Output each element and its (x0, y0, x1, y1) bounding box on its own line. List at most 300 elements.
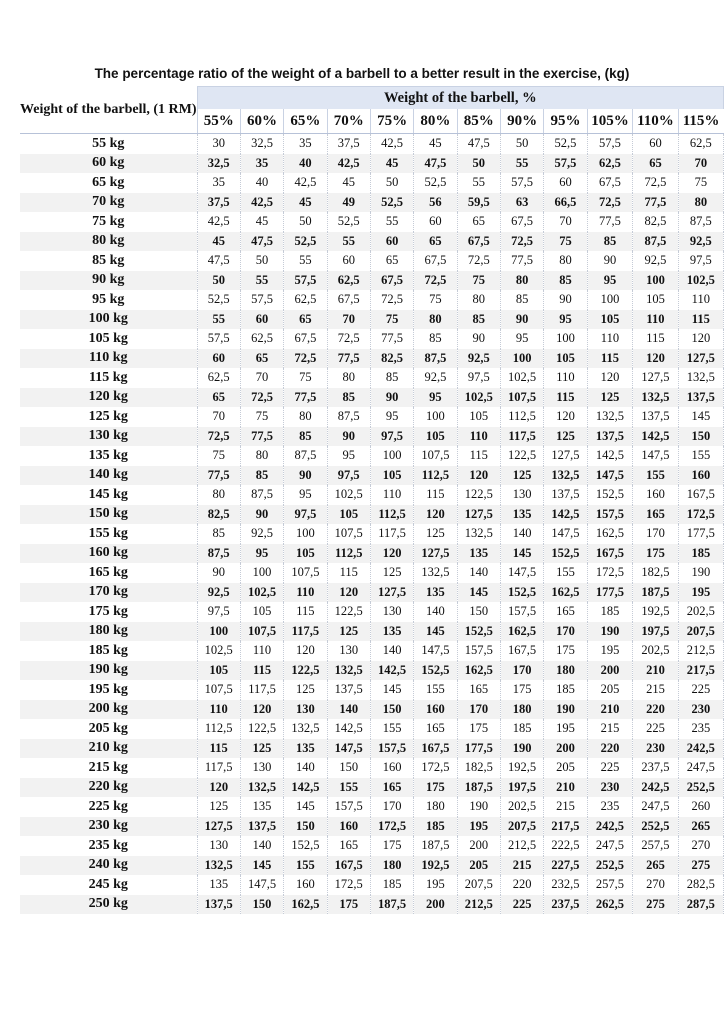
first-column-header (20, 87, 197, 134)
table-cell: 152,5 (284, 836, 327, 856)
table-cell: 137,5 (197, 895, 240, 915)
table-cell: 132,5 (284, 719, 327, 739)
table-row (20, 251, 724, 271)
table-cell: 157,5 (457, 641, 500, 661)
table-cell: 187,5 (457, 778, 500, 798)
table-cell: 57,5 (197, 329, 240, 349)
table-row (20, 427, 724, 447)
table-cell: 62,5 (327, 271, 370, 291)
table-row (20, 232, 724, 252)
table-cell: 162,5 (284, 895, 327, 915)
table-cell: 127,5 (197, 817, 240, 837)
table-cell: 115 (678, 310, 723, 330)
table-cell: 80 (414, 310, 457, 330)
table-cell: 75 (457, 271, 500, 291)
table-cell: 57,5 (544, 154, 587, 174)
table-row (20, 544, 724, 564)
table-cell: 132,5 (587, 407, 633, 427)
table-cell: 75 (284, 368, 327, 388)
table-cell: 42,5 (327, 154, 370, 174)
table-cell: 127,5 (414, 544, 457, 564)
table-cell: 32,5 (240, 134, 283, 154)
percent-header-cell: 55% (197, 109, 240, 134)
table-cell: 215 (544, 797, 587, 817)
row-weight-label: 165 kg (20, 563, 197, 583)
table-row (20, 817, 724, 837)
table-cell: 110 (197, 700, 240, 720)
table-cell: 110 (544, 368, 587, 388)
table-cell: 152,5 (587, 485, 633, 505)
table-cell: 190 (678, 563, 723, 583)
table-cell: 202,5 (633, 641, 678, 661)
table-cell: 97,5 (284, 505, 327, 525)
table-cell: 47,5 (457, 134, 500, 154)
table-cell: 60 (327, 251, 370, 271)
table-cell: 82,5 (370, 349, 413, 369)
table-cell: 227,5 (544, 856, 587, 876)
table-cell: 140 (370, 641, 413, 661)
table-cell: 30 (197, 134, 240, 154)
table-cell: 220 (500, 875, 543, 895)
percent-header-cell: 60% (240, 109, 283, 134)
table-row (20, 680, 724, 700)
table-cell: 137,5 (587, 427, 633, 447)
table-row (20, 310, 724, 330)
table-cell: 95 (544, 310, 587, 330)
table-cell: 60 (197, 349, 240, 369)
table-cell: 155 (284, 856, 327, 876)
table-cell: 260 (678, 797, 723, 817)
table-cell: 42,5 (240, 193, 283, 213)
table-cell: 207,5 (457, 875, 500, 895)
table-cell: 67,5 (414, 251, 457, 271)
table-cell: 62,5 (240, 329, 283, 349)
table-cell: 270 (678, 836, 723, 856)
table-cell: 100 (370, 446, 413, 466)
table-cell: 55 (240, 271, 283, 291)
table-cell: 55 (197, 310, 240, 330)
table-cell: 115 (587, 349, 633, 369)
table-cell: 142,5 (633, 427, 678, 447)
table-cell: 60 (544, 173, 587, 193)
table-cell: 147,5 (633, 446, 678, 466)
table-cell: 107,5 (500, 388, 543, 408)
table-cell: 77,5 (327, 349, 370, 369)
table-cell: 147,5 (587, 466, 633, 486)
table-cell: 135 (500, 505, 543, 525)
row-weight-label: 75 kg (20, 212, 197, 232)
table-cell: 230 (587, 778, 633, 798)
table-cell: 220 (587, 739, 633, 759)
table-cell: 105 (240, 602, 283, 622)
table-cell: 42,5 (197, 212, 240, 232)
table-cell: 115 (240, 661, 283, 681)
table-cell: 115 (284, 602, 327, 622)
table-row (20, 661, 724, 681)
table-cell: 52,5 (197, 290, 240, 310)
table-cell: 97,5 (370, 427, 413, 447)
table-row (20, 563, 724, 583)
table-cell: 122,5 (457, 485, 500, 505)
table-cell: 207,5 (500, 817, 543, 837)
table-cell: 142,5 (587, 446, 633, 466)
table-row (20, 505, 724, 525)
table-cell: 95 (500, 329, 543, 349)
row-weight-label: 115 kg (20, 368, 197, 388)
table-cell: 117,5 (197, 758, 240, 778)
table-cell: 150 (284, 817, 327, 837)
table-cell: 80 (500, 271, 543, 291)
table-cell: 65 (414, 232, 457, 252)
table-cell: 105 (457, 407, 500, 427)
table-cell: 67,5 (587, 173, 633, 193)
table-cell: 102,5 (457, 388, 500, 408)
table-cell: 142,5 (370, 661, 413, 681)
table-cell: 100 (284, 524, 327, 544)
table-cell: 192,5 (414, 856, 457, 876)
table-cell: 147,5 (240, 875, 283, 895)
table-cell: 37,5 (197, 193, 240, 213)
table-cell: 115 (327, 563, 370, 583)
table-row (20, 602, 724, 622)
table-cell: 40 (284, 154, 327, 174)
table-cell: 67,5 (500, 212, 543, 232)
table-cell: 65 (240, 349, 283, 369)
table-row (20, 583, 724, 603)
table-cell: 152,5 (544, 544, 587, 564)
table-cell: 165 (370, 778, 413, 798)
table-cell: 282,5 (678, 875, 723, 895)
table-cell: 110 (587, 329, 633, 349)
table-cell: 52,5 (370, 193, 413, 213)
table-cell: 72,5 (500, 232, 543, 252)
row-weight-label: 70 kg (20, 193, 197, 213)
table-cell: 242,5 (633, 778, 678, 798)
table-cell: 42,5 (284, 173, 327, 193)
table-cell: 77,5 (240, 427, 283, 447)
table-row (20, 719, 724, 739)
table-cell: 110 (678, 290, 723, 310)
table-cell: 145 (678, 407, 723, 427)
table-cell: 72,5 (284, 349, 327, 369)
table-cell: 110 (633, 310, 678, 330)
percent-header-cell: 65% (284, 109, 327, 134)
table-cell: 125 (370, 563, 413, 583)
table-title: The percentage ratio of the weight of a barbell to a better result in the exercise, (kg) (94, 66, 630, 81)
table-cell: 100 (500, 349, 543, 369)
table-cell: 90 (327, 427, 370, 447)
row-weight-label: 175 kg (20, 602, 197, 622)
table-cell: 195 (544, 719, 587, 739)
table-row (20, 778, 724, 798)
table-cell: 50 (457, 154, 500, 174)
table-cell: 77,5 (284, 388, 327, 408)
table-cell: 63 (500, 193, 543, 213)
table-cell: 157,5 (370, 739, 413, 759)
table-cell: 135 (414, 583, 457, 603)
table-cell: 90 (240, 505, 283, 525)
table-cell: 150 (457, 602, 500, 622)
table-cell: 197,5 (633, 622, 678, 642)
table-cell: 92,5 (414, 368, 457, 388)
table-cell: 152,5 (500, 583, 543, 603)
table-cell: 95 (240, 544, 283, 564)
table-cell: 125 (544, 427, 587, 447)
table-cell: 140 (240, 836, 283, 856)
table-cell: 135 (240, 797, 283, 817)
table-cell: 50 (370, 173, 413, 193)
table-cell: 252,5 (678, 778, 723, 798)
table-cell: 185 (544, 680, 587, 700)
table-cell: 187,5 (414, 836, 457, 856)
table-cell: 145 (414, 622, 457, 642)
table-cell: 230 (633, 739, 678, 759)
table-cell: 72,5 (457, 251, 500, 271)
table-cell: 77,5 (197, 466, 240, 486)
table-row (20, 524, 724, 544)
table-cell: 120 (370, 544, 413, 564)
table-cell: 200 (457, 836, 500, 856)
table-cell: 59,5 (457, 193, 500, 213)
table-cell: 45 (327, 173, 370, 193)
table-cell: 120 (197, 778, 240, 798)
table-cell: 182,5 (457, 758, 500, 778)
table-cell: 87,5 (327, 407, 370, 427)
table-cell: 175 (457, 719, 500, 739)
table-cell: 120 (587, 368, 633, 388)
row-weight-label: 60 kg (20, 154, 197, 174)
table-cell: 137,5 (240, 817, 283, 837)
table-cell: 45 (197, 232, 240, 252)
table-cell: 45 (240, 212, 283, 232)
table-row (20, 797, 724, 817)
table-cell: 125 (414, 524, 457, 544)
row-weight-label: 110 kg (20, 349, 197, 369)
table-cell: 100 (587, 290, 633, 310)
table-cell: 90 (284, 466, 327, 486)
table-cell: 130 (370, 602, 413, 622)
table-cell: 160 (370, 758, 413, 778)
table-cell: 132,5 (197, 856, 240, 876)
table-cell: 160 (414, 700, 457, 720)
row-weight-label: 95 kg (20, 290, 197, 310)
table-cell: 50 (500, 134, 543, 154)
table-cell: 90 (500, 310, 543, 330)
row-weight-label: 155 kg (20, 524, 197, 544)
table-cell: 105 (544, 349, 587, 369)
table-cell: 147,5 (544, 524, 587, 544)
table-cell: 100 (240, 563, 283, 583)
row-weight-label: 195 kg (20, 680, 197, 700)
table-cell: 130 (284, 700, 327, 720)
table-cell: 80 (457, 290, 500, 310)
table-cell: 180 (414, 797, 457, 817)
table-cell: 270 (633, 875, 678, 895)
table-cell: 195 (678, 583, 723, 603)
table-row (20, 641, 724, 661)
table-cell: 162,5 (457, 661, 500, 681)
table-cell: 95 (370, 407, 413, 427)
table-cell: 65 (457, 212, 500, 232)
row-weight-label: 145 kg (20, 485, 197, 505)
table-cell: 87,5 (633, 232, 678, 252)
table-cell: 80 (197, 485, 240, 505)
table-cell: 225 (633, 719, 678, 739)
table-cell: 175 (633, 544, 678, 564)
table-cell: 150 (240, 895, 283, 915)
table-cell: 102,5 (240, 583, 283, 603)
row-weight-label: 150 kg (20, 505, 197, 525)
table-cell: 140 (327, 700, 370, 720)
table-cell: 170 (633, 524, 678, 544)
table-cell: 217,5 (544, 817, 587, 837)
table-cell: 52,5 (544, 134, 587, 154)
table-cell: 105 (414, 427, 457, 447)
table-cell: 45 (414, 134, 457, 154)
table-cell: 90 (370, 388, 413, 408)
table-cell: 47,5 (240, 232, 283, 252)
table-cell: 82,5 (197, 505, 240, 525)
table-cell: 212,5 (678, 641, 723, 661)
percent-header-cell: 105% (587, 109, 633, 134)
table-cell: 195 (587, 641, 633, 661)
table-cell: 187,5 (370, 895, 413, 915)
table-cell: 155 (544, 563, 587, 583)
table-cell: 210 (587, 700, 633, 720)
table-cell: 55 (457, 173, 500, 193)
table-cell: 137,5 (678, 388, 723, 408)
table-cell: 135 (284, 739, 327, 759)
table-cell: 137,5 (327, 680, 370, 700)
table-cell: 167,5 (414, 739, 457, 759)
table-cell: 55 (327, 232, 370, 252)
table-cell: 275 (633, 895, 678, 915)
table-cell: 75 (197, 446, 240, 466)
table-cell: 100 (414, 407, 457, 427)
table-cell: 225 (678, 680, 723, 700)
table-cell: 125 (284, 680, 327, 700)
table-cell: 167,5 (327, 856, 370, 876)
table-cell: 110 (457, 427, 500, 447)
table-row (20, 212, 724, 232)
table-cell: 185 (500, 719, 543, 739)
table-row (20, 271, 724, 291)
table-row (20, 758, 724, 778)
table-cell: 120 (327, 583, 370, 603)
row-weight-label: 190 kg (20, 661, 197, 681)
table-cell: 92,5 (678, 232, 723, 252)
table-cell: 150 (370, 700, 413, 720)
table-cell: 107,5 (284, 563, 327, 583)
table-row (20, 173, 724, 193)
table-cell: 172,5 (587, 563, 633, 583)
table-cell: 105 (197, 661, 240, 681)
table-row (20, 193, 724, 213)
table-cell: 210 (544, 778, 587, 798)
table-cell: 97,5 (327, 466, 370, 486)
table-cell: 105 (370, 466, 413, 486)
table-cell: 85 (197, 524, 240, 544)
table-cell: 120 (544, 407, 587, 427)
table-cell: 212,5 (457, 895, 500, 915)
table-cell: 172,5 (327, 875, 370, 895)
table-cell: 180 (370, 856, 413, 876)
percent-header-cell: 75% (370, 109, 413, 134)
table-cell: 265 (633, 856, 678, 876)
table-cell: 107,5 (197, 680, 240, 700)
table-row (20, 134, 724, 154)
table-cell: 140 (500, 524, 543, 544)
table-cell: 95 (327, 446, 370, 466)
table-cell: 140 (284, 758, 327, 778)
table-cell: 192,5 (500, 758, 543, 778)
table-cell: 65 (284, 310, 327, 330)
table-cell: 190 (457, 797, 500, 817)
table-cell: 132,5 (678, 368, 723, 388)
table-cell: 105 (633, 290, 678, 310)
table-cell: 55 (500, 154, 543, 174)
table-cell: 155 (633, 466, 678, 486)
table-cell: 87,5 (240, 485, 283, 505)
percent-header-cell: 95% (544, 109, 587, 134)
table-cell: 112,5 (414, 466, 457, 486)
table-cell: 42,5 (370, 134, 413, 154)
table-cell: 105 (327, 505, 370, 525)
table-cell: 82,5 (633, 212, 678, 232)
table-cell: 125 (240, 739, 283, 759)
table-row (20, 407, 724, 427)
table-cell: 190 (500, 739, 543, 759)
table-cell: 165 (327, 836, 370, 856)
percent-header-cell: 80% (414, 109, 457, 134)
percentage-table (20, 86, 724, 914)
table-cell: 125 (587, 388, 633, 408)
table-cell: 237,5 (544, 895, 587, 915)
table-cell: 100 (544, 329, 587, 349)
table-row (20, 466, 724, 486)
table-cell: 140 (457, 563, 500, 583)
table-cell: 145 (457, 583, 500, 603)
table-cell: 80 (544, 251, 587, 271)
table-cell: 55 (284, 251, 327, 271)
table-cell: 210 (633, 661, 678, 681)
table-cell: 50 (197, 271, 240, 291)
table-cell: 252,5 (633, 817, 678, 837)
table-cell: 127,5 (544, 446, 587, 466)
table-cell: 107,5 (240, 622, 283, 642)
row-weight-label: 215 kg (20, 758, 197, 778)
table-cell: 232,5 (544, 875, 587, 895)
table-cell: 92,5 (457, 349, 500, 369)
table-cell: 115 (414, 485, 457, 505)
table-cell: 80 (327, 368, 370, 388)
table-cell: 225 (500, 895, 543, 915)
table-cell: 117,5 (370, 524, 413, 544)
table-cell: 87,5 (197, 544, 240, 564)
table-cell: 85 (500, 290, 543, 310)
table-cell: 135 (197, 875, 240, 895)
table-cell: 52,5 (327, 212, 370, 232)
table-cell: 160 (678, 466, 723, 486)
table-cell: 57,5 (587, 134, 633, 154)
table-row (20, 856, 724, 876)
table-cell: 47,5 (414, 154, 457, 174)
table-cell: 60 (633, 134, 678, 154)
table-cell: 112,5 (197, 719, 240, 739)
table-cell: 160 (327, 817, 370, 837)
table-cell: 120 (284, 641, 327, 661)
row-weight-label: 85 kg (20, 251, 197, 271)
